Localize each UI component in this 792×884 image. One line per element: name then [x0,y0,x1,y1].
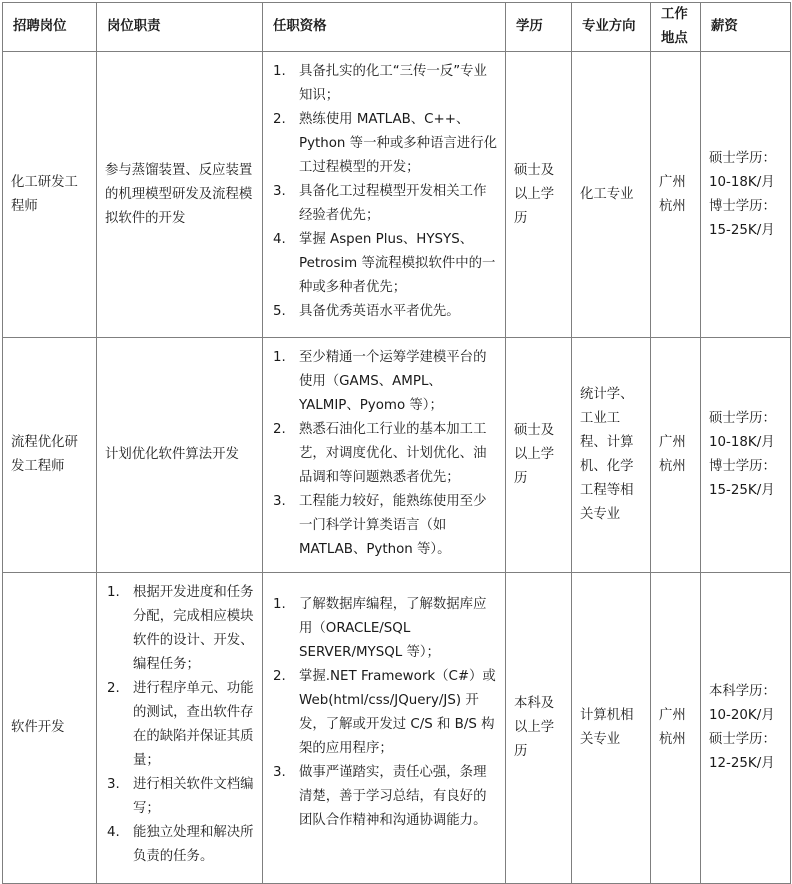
list-item [105,677,254,773]
list-number: 3. [273,494,286,509]
header-qualifications: 任职资格 [263,3,506,52]
header-location: 工作地点 [651,3,701,52]
salary-line: 10-18K/月 [709,174,775,190]
list-number: 1. [273,64,286,79]
qualifications-list [271,593,497,833]
salary-cell [701,573,791,884]
table-row [3,338,791,573]
list-number: 4. [273,232,286,247]
list-text: 做事严谨踏实，责任心强，条理清楚，善于学习总结，有良好的团队合作精神和沟通协调能力。 [299,765,487,828]
education-cell: 硕士及以上学历 [506,338,572,573]
list-number: 3. [273,765,286,780]
list-number: 1. [273,597,286,612]
qualifications-cell [263,338,506,573]
major-cell: 统计学、工业工程、计算机、化学工程等相关专业 [572,338,651,573]
salary-cell [701,338,791,573]
salary-line: 硕士学历： [709,150,776,166]
duties-cell: 参与蒸馏装置、反应装置的机理模型研发及流程模拟软件的开发 [97,52,263,338]
header-position: 招聘岗位 [3,3,97,52]
list-item [105,821,254,869]
list-item [271,593,497,665]
list-number: 2. [107,681,120,696]
list-text: 进行程序单元、功能的测试，查出软件存在的缺陷并保证其质量； [133,681,254,768]
duties-cell [97,573,263,884]
qualifications-cell [263,52,506,338]
table-row [3,573,791,884]
list-item [271,490,497,562]
list-item [105,581,254,677]
list-item [271,761,497,833]
list-number: 3. [107,777,120,792]
salary-line: 博士学历： [709,198,776,214]
duties-cell: 计划优化软件算法开发 [97,338,263,573]
list-item [271,346,497,418]
list-number: 2. [273,112,286,127]
list-text: 至少精通一个运筹学建模平台的使用（GAMS、AMPL、YALMIP、Pyomo 等）； [299,350,487,413]
list-text: 具备扎实的化工“三传一反”专业知识； [299,64,487,103]
header-duties: 岗位职责 [97,3,263,52]
list-text: 进行相关软件文档编写； [133,777,254,816]
salary-line: 博士学历： [709,459,776,474]
salary-line: 15-25K/月 [709,483,775,498]
list-item [271,180,497,228]
salary-line: 本科学历： [709,684,776,699]
list-item [271,228,497,300]
qualifications-list [271,60,497,324]
list-item [271,418,497,490]
major-cell: 计算机相关专业 [572,573,651,884]
location-cell: 广州杭州 [651,338,701,573]
list-number: 2. [273,669,286,684]
salary-line: 硕士学历： [709,732,776,747]
list-text: 根据开发进度和任务分配，完成相应模块软件的设计、开发、编程任务； [133,585,254,672]
list-number: 4. [107,825,120,840]
list-text: 能独立处理和解决所负责的任务。 [133,825,254,864]
header-row [3,3,791,52]
salary-line: 10-20K/月 [709,708,775,723]
list-number: 2. [273,422,286,437]
list-text: 掌握.NET Framework（C#）或 Web(html/css/JQuery/JS) 开发，了解或开发过 C/S 和 B/S 构架的应用程序； [299,669,496,756]
list-number: 1. [273,350,286,365]
position-cell: 流程优化研发工程师 [3,338,97,573]
header-salary: 薪资 [701,3,791,52]
salary-line: 硕士学历： [709,411,776,426]
location-cell: 广州杭州 [651,573,701,884]
list-number: 5. [273,304,286,319]
list-item [271,108,497,180]
position-cell: 软件开发 [3,573,97,884]
qualifications-list [271,346,497,562]
list-item [271,665,497,761]
list-text: 具备化工过程模型开发相关工作经验者优先； [299,184,487,223]
salary-line: 12-25K/月 [709,756,775,771]
education-cell: 硕士及以上学历 [506,52,572,338]
list-item [271,300,497,324]
table-row [3,52,791,338]
list-item [105,773,254,821]
list-text: 熟练使用 MATLAB、C++、Python 等一种或多种语言进行化工过程模型的开发； [299,112,497,175]
list-item [271,60,497,108]
education-cell: 本科及以上学历 [506,573,572,884]
header-major: 专业方向 [572,3,651,52]
salary-line: 15-25K/月 [709,222,775,238]
list-number: 1. [107,585,120,600]
list-text: 工程能力较好，能熟练使用至少一门科学计算类语言（如 MATLAB、Python 等）。 [299,494,487,557]
recruitment-table [2,2,791,884]
location-cell: 广州杭州 [651,52,701,338]
list-text: 熟悉石油化工行业的基本加工工艺，对调度优化、计划优化、油品调和等问题熟悉者优先； [299,422,487,485]
list-text: 掌握 Aspen Plus、HYSYS、Petrosim 等流程模拟软件中的一种或多种者优先； [299,232,496,295]
list-text: 具备优秀英语水平者优先。 [299,304,460,319]
qualifications-cell [263,573,506,884]
major-cell: 化工专业 [572,52,651,338]
salary-line: 10-18K/月 [709,435,775,450]
position-cell: 化工研发工程师 [3,52,97,338]
salary-cell [701,52,791,338]
list-text: 了解数据库编程，了解数据库应用（ORACLE/SQL SERVER/MYSQL 等）； [299,597,487,660]
duties-list [105,581,254,869]
header-education: 学历 [506,3,572,52]
list-number: 3. [273,184,286,199]
